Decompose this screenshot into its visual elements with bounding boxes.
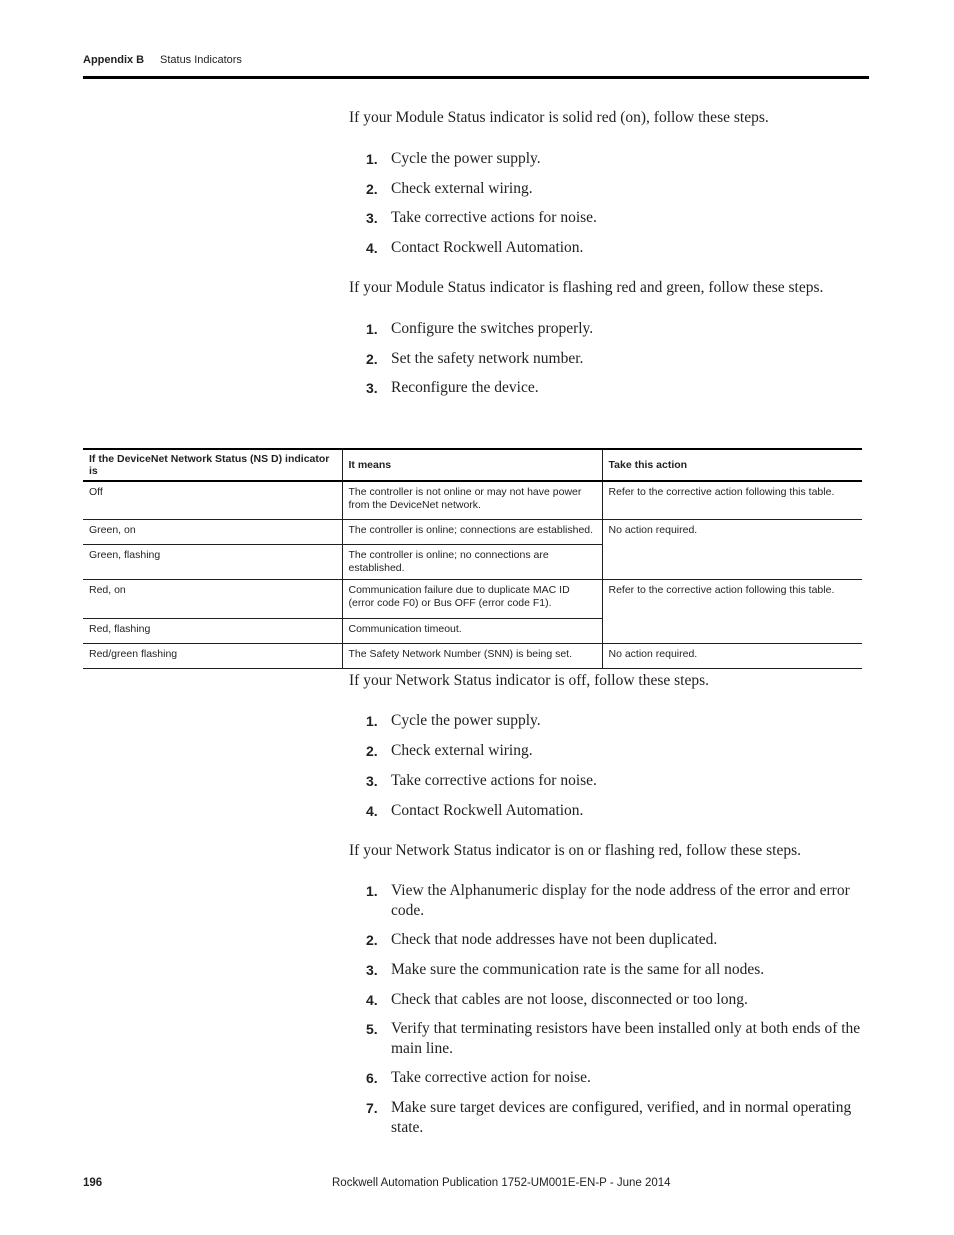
module-red-intro: If your Module Status indicator is solid red (on), follow these steps. — [349, 109, 769, 126]
status-cell: Off — [83, 481, 342, 519]
list-item: 2. Check external wiring. — [366, 179, 533, 197]
list-item: 7. Make sure target devices are configured, verified, and in normal operating state. — [366, 1099, 852, 1136]
column-header-action: Take this action — [602, 449, 862, 481]
list-item: 3. Take corrective actions for noise. — [366, 772, 597, 789]
action-cell: No action required. — [602, 643, 862, 668]
means-cell: The controller is online; no connections are established. — [342, 544, 602, 579]
list-item: 1. Configure the switches properly. — [366, 320, 594, 337]
list-item: 1. View the Alphanumeric display for the node address of the error and error code. — [366, 882, 850, 919]
status-cell: Red, flashing — [83, 618, 342, 643]
page-number: 196 — [83, 1177, 103, 1189]
status-cell: Red/green flashing — [83, 643, 342, 668]
appendix-label: Appendix B — [83, 54, 145, 66]
table-row — [83, 481, 862, 519]
network-off-intro: If your Network Status indicator is off, follow these steps. — [349, 672, 710, 689]
list-item: 1. Cycle the power supply. — [366, 150, 541, 167]
page-header — [83, 52, 869, 79]
table-header-row — [83, 449, 862, 481]
section-title: Status Indicators — [160, 54, 242, 66]
table-row — [83, 643, 862, 668]
table-row — [83, 579, 862, 618]
network-red-steps — [366, 881, 869, 1138]
table-row — [83, 519, 862, 544]
list-item: 4. Check that cables are not loose, disconnected or too long. — [366, 991, 748, 1008]
list-item: 3. Take corrective actions for noise. — [366, 209, 597, 226]
list-item: 2. Set the safety network number. — [366, 349, 584, 367]
module-flash-intro: If your Module Status indicator is flashing red and green, follow these steps. — [349, 279, 824, 296]
module-red-steps — [366, 149, 869, 258]
action-cell: No action required. — [602, 519, 862, 579]
column-header-means: It means — [342, 449, 602, 481]
list-item: 5. Verify that terminating resistors have been installed only at both ends of the main line. — [366, 1020, 861, 1057]
action-cell: Refer to the corrective action following this table. — [602, 579, 862, 643]
publication-info: Rockwell Automation Publication 1752-UM001E-EN-P - June 2014 — [332, 1177, 671, 1189]
list-item: 4. Contact Rockwell Automation. — [366, 802, 584, 819]
means-cell: The controller is not online or may not have power from the DeviceNet network. — [342, 481, 602, 519]
list-item: 6. Take corrective action for noise. — [366, 1069, 591, 1086]
list-item: 1. Cycle the power supply. — [366, 712, 541, 729]
status-cell: Green, on — [83, 519, 342, 544]
list-item: 2. Check external wiring. — [366, 742, 533, 759]
column-header-status: If the DeviceNet Network Status (NS D) indicator is — [83, 449, 342, 481]
status-cell: Green, flashing — [83, 544, 342, 579]
list-item: 2. Check that node addresses have not been duplicated. — [366, 931, 718, 948]
action-cell: Refer to the corrective action following this table. — [602, 481, 862, 519]
network-off-steps — [366, 711, 869, 821]
status-cell: Red, on — [83, 579, 342, 618]
means-cell: The controller is online; connections are established. — [342, 519, 602, 544]
list-item: 3. Reconfigure the device. — [366, 379, 539, 396]
network-red-intro: If your Network Status indicator is on or flashing red, follow these steps. — [349, 842, 801, 859]
network-status-table — [83, 448, 862, 669]
module-flash-steps — [366, 319, 869, 398]
means-cell: The Safety Network Number (SNN) is being set. — [342, 643, 602, 668]
means-cell: Communication failure due to duplicate MAC ID (error code F0) or Bus OFF (error code F1). — [342, 579, 602, 618]
list-item: 3. Make sure the communication rate is the same for all nodes. — [366, 961, 765, 978]
list-item: 4. Contact Rockwell Automation. — [366, 238, 584, 256]
means-cell: Communication timeout. — [342, 618, 602, 643]
